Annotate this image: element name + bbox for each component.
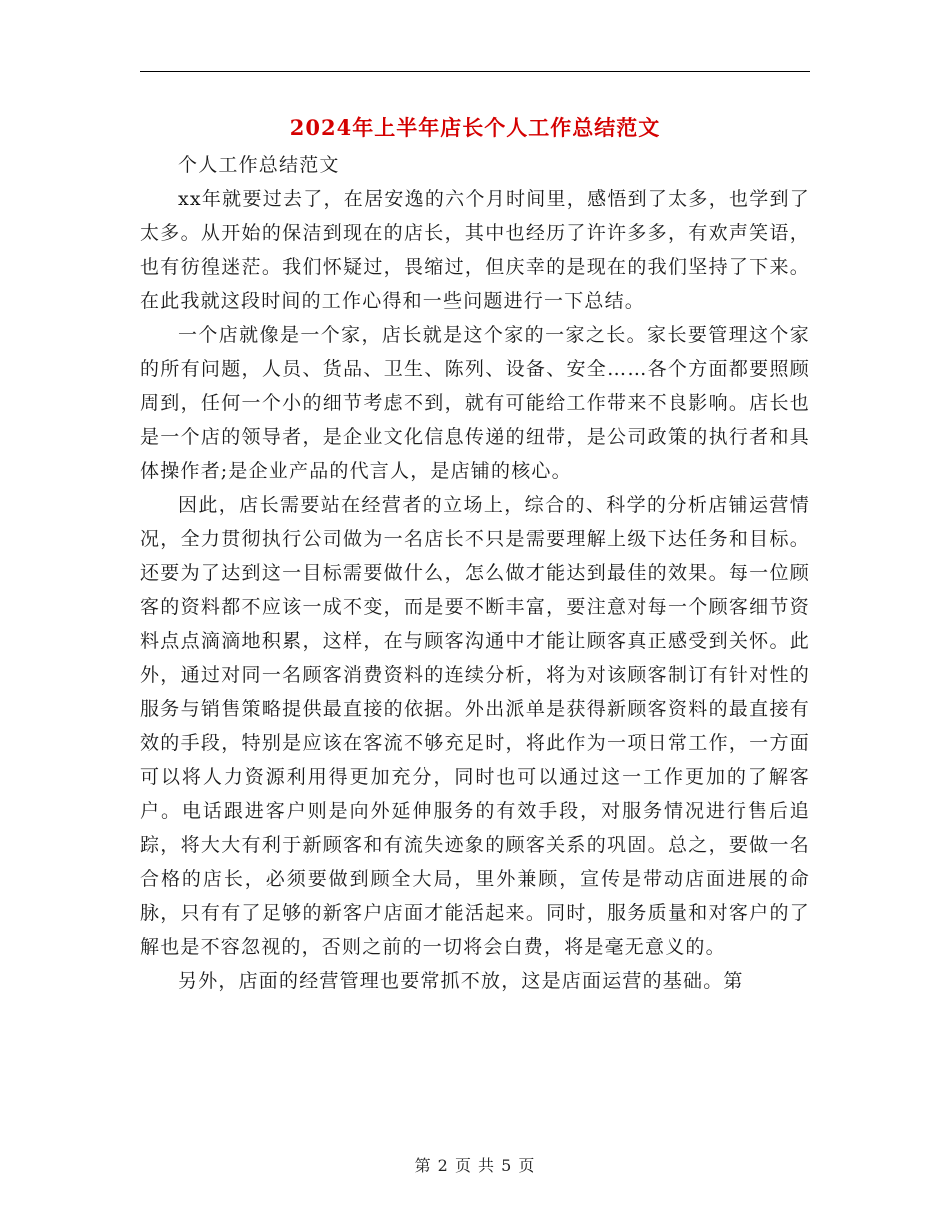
paragraph-store-as-home: 一个店就像是一个家，店长就是这个家的一家之长。家长要管理这个家的所有问题，人员、货品、卫生、陈列、设备、安全……各个方面都要照顾周到，任何一个小的细节考虑不到，就有可能给工作带来不良影响。店长也是一个店的领导者，是企业文化信息传递的纽带，是公司政策的执行者和具体操作者;是企业产品的代言人，是店铺的核心。	[140, 324, 810, 482]
paragraph-operations: 另外，店面的经营管理也要常抓不放，这是店面运营的基础。第	[178, 970, 744, 992]
paragraph-intro: xx年就要过去了，在居安逸的六个月时间里，感悟到了太多，也学到了太多。从开始的保洁到现在的店长，其中也经历了许许多多，有欢声笑语，也有彷徨迷茫。我们怀疑过，畏缩过，但庆幸的是现在的我们坚持了下来。在此我就这段时间的工作心得和一些问题进行一下总结。	[140, 188, 810, 312]
document-body	[140, 148, 810, 998]
paragraph-subtitle: 个人工作总结范文	[178, 154, 340, 176]
header-rule	[140, 71, 810, 72]
page-number: 第 2 页 共 5 页	[414, 1156, 536, 1175]
document-title: 2024年上半年店长个人工作总结范文	[289, 115, 661, 140]
paragraph-manager-duties: 因此，店长需要站在经营者的立场上，综合的、科学的分析店铺运营情况，全力贯彻执行公司做为一名店长不只是需要理解上级下达任务和目标。还要为了达到这一目标需要做什么，怎么做才能达到最佳的效果。每一位顾客的资料都不应该一成不变，而是要不断丰富，要注意对每一个顾客细节资料点点滴滴地积累，这样，在与顾客沟通中才能让顾客真正感受到关怀。此外，通过对同一名顾客消费资料的连续分析，将为对该顾客制订有针对性的服务与销售策略提供最直接的依据。外出派单是获得新顾客资料的最直接有效的手段，特别是应该在客流不够充足时，将此作为一项日常工作，一方面可以将人力资源利用得更加充分，同时也可以通过这一工作更加的了解客户。电话跟进客户则是向外延伸服务的有效手段，对服务情况进行售后追踪，将大大有利于新顾客和有流失迹象的顾客关系的巩固。总之，要做一名合格的店长，必须要做到顾全大局，里外兼顾，宣传是带动店面进展的命脉，只有有了足够的新客户店面才能活起来。同时，服务质量和对客户的了解也是不容忽视的，否则之前的一切将会白费，将是毫无意义的。	[140, 494, 810, 958]
